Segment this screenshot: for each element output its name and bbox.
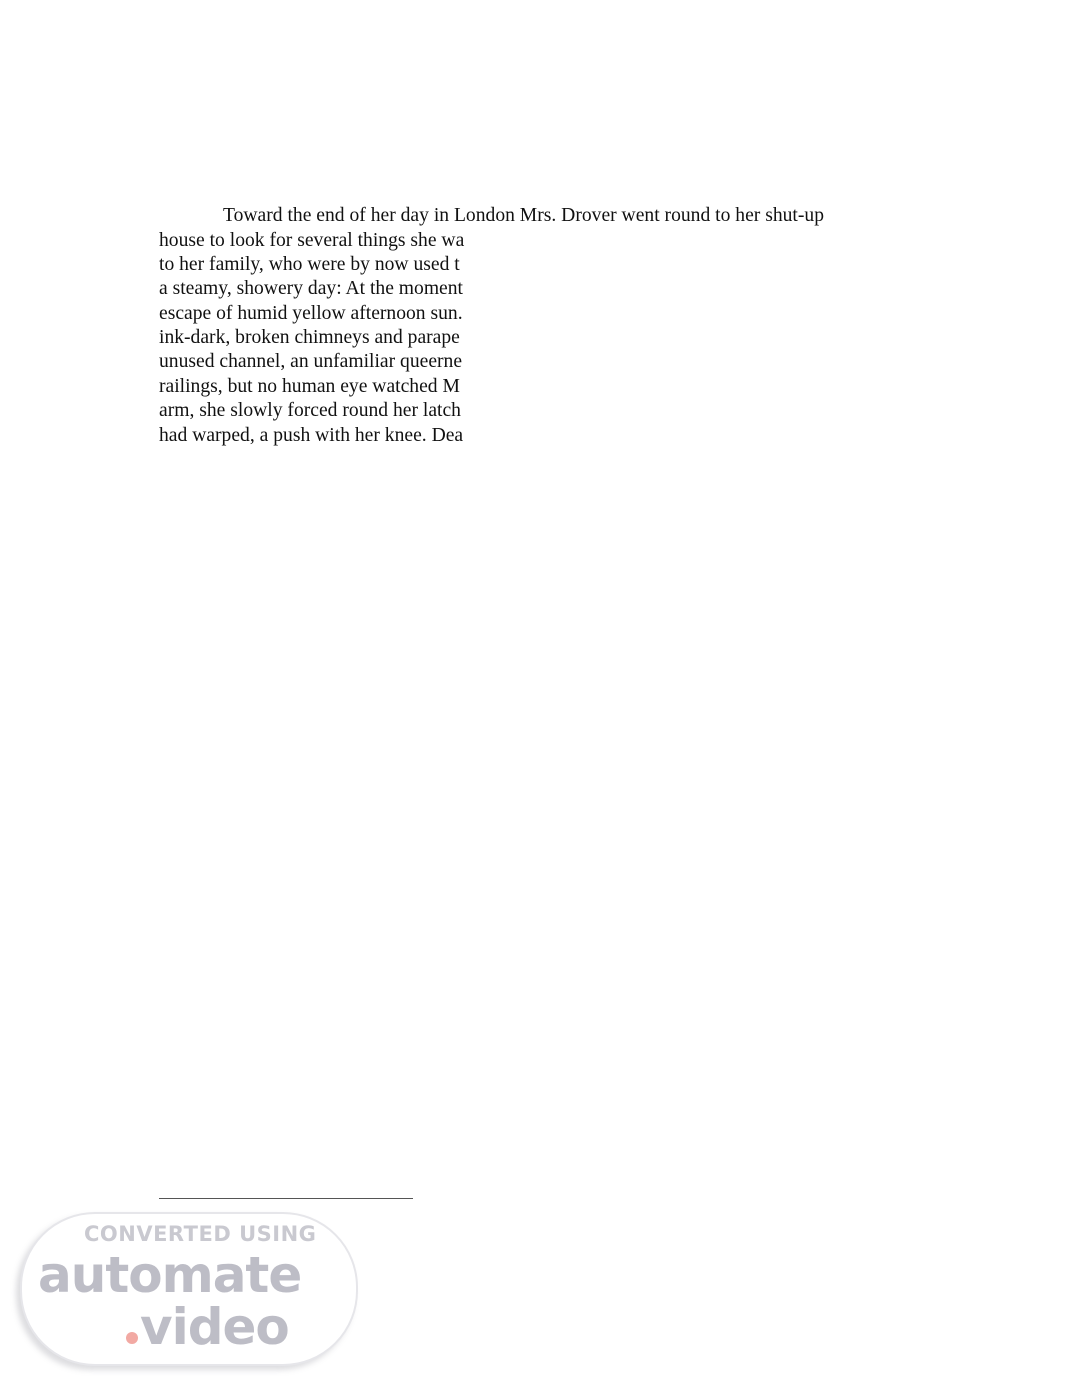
watermark-brand-suffix: video <box>140 1298 289 1356</box>
paragraph-line-3: to her family, who were by now used t <box>159 254 460 275</box>
paragraph-line-6: ink-dark, broken chimneys and parape <box>159 327 460 348</box>
paragraph-line-2: house to look for several things she wa <box>159 230 465 251</box>
paragraph-line-10: had warped, a push with her knee. Dea <box>159 425 464 446</box>
watermark-brand-main: automate <box>38 1246 302 1304</box>
paragraph-line-5: escape of humid yellow afternoon sun. <box>159 303 463 324</box>
converter-watermark-logo <box>14 1208 356 1370</box>
watermark-dot-icon <box>126 1332 138 1344</box>
paragraph-line-8: railings, but no human eye watched M <box>159 376 460 397</box>
paragraph-line-9: arm, she slowly forced round her latch <box>159 400 461 421</box>
watermark-brand-suffix-row <box>126 1298 289 1356</box>
watermark-caption: CONVERTED USING <box>84 1222 317 1246</box>
paragraph-line-7: unused channel, an unfamiliar queerne <box>159 351 463 372</box>
paragraph-line-1: Toward the end of her day in London Mrs. Drover went round to her shut-up <box>223 205 824 226</box>
paragraph-line-4: a steamy, showery day: At the moment <box>159 278 463 299</box>
footnote-separator <box>159 1198 413 1199</box>
